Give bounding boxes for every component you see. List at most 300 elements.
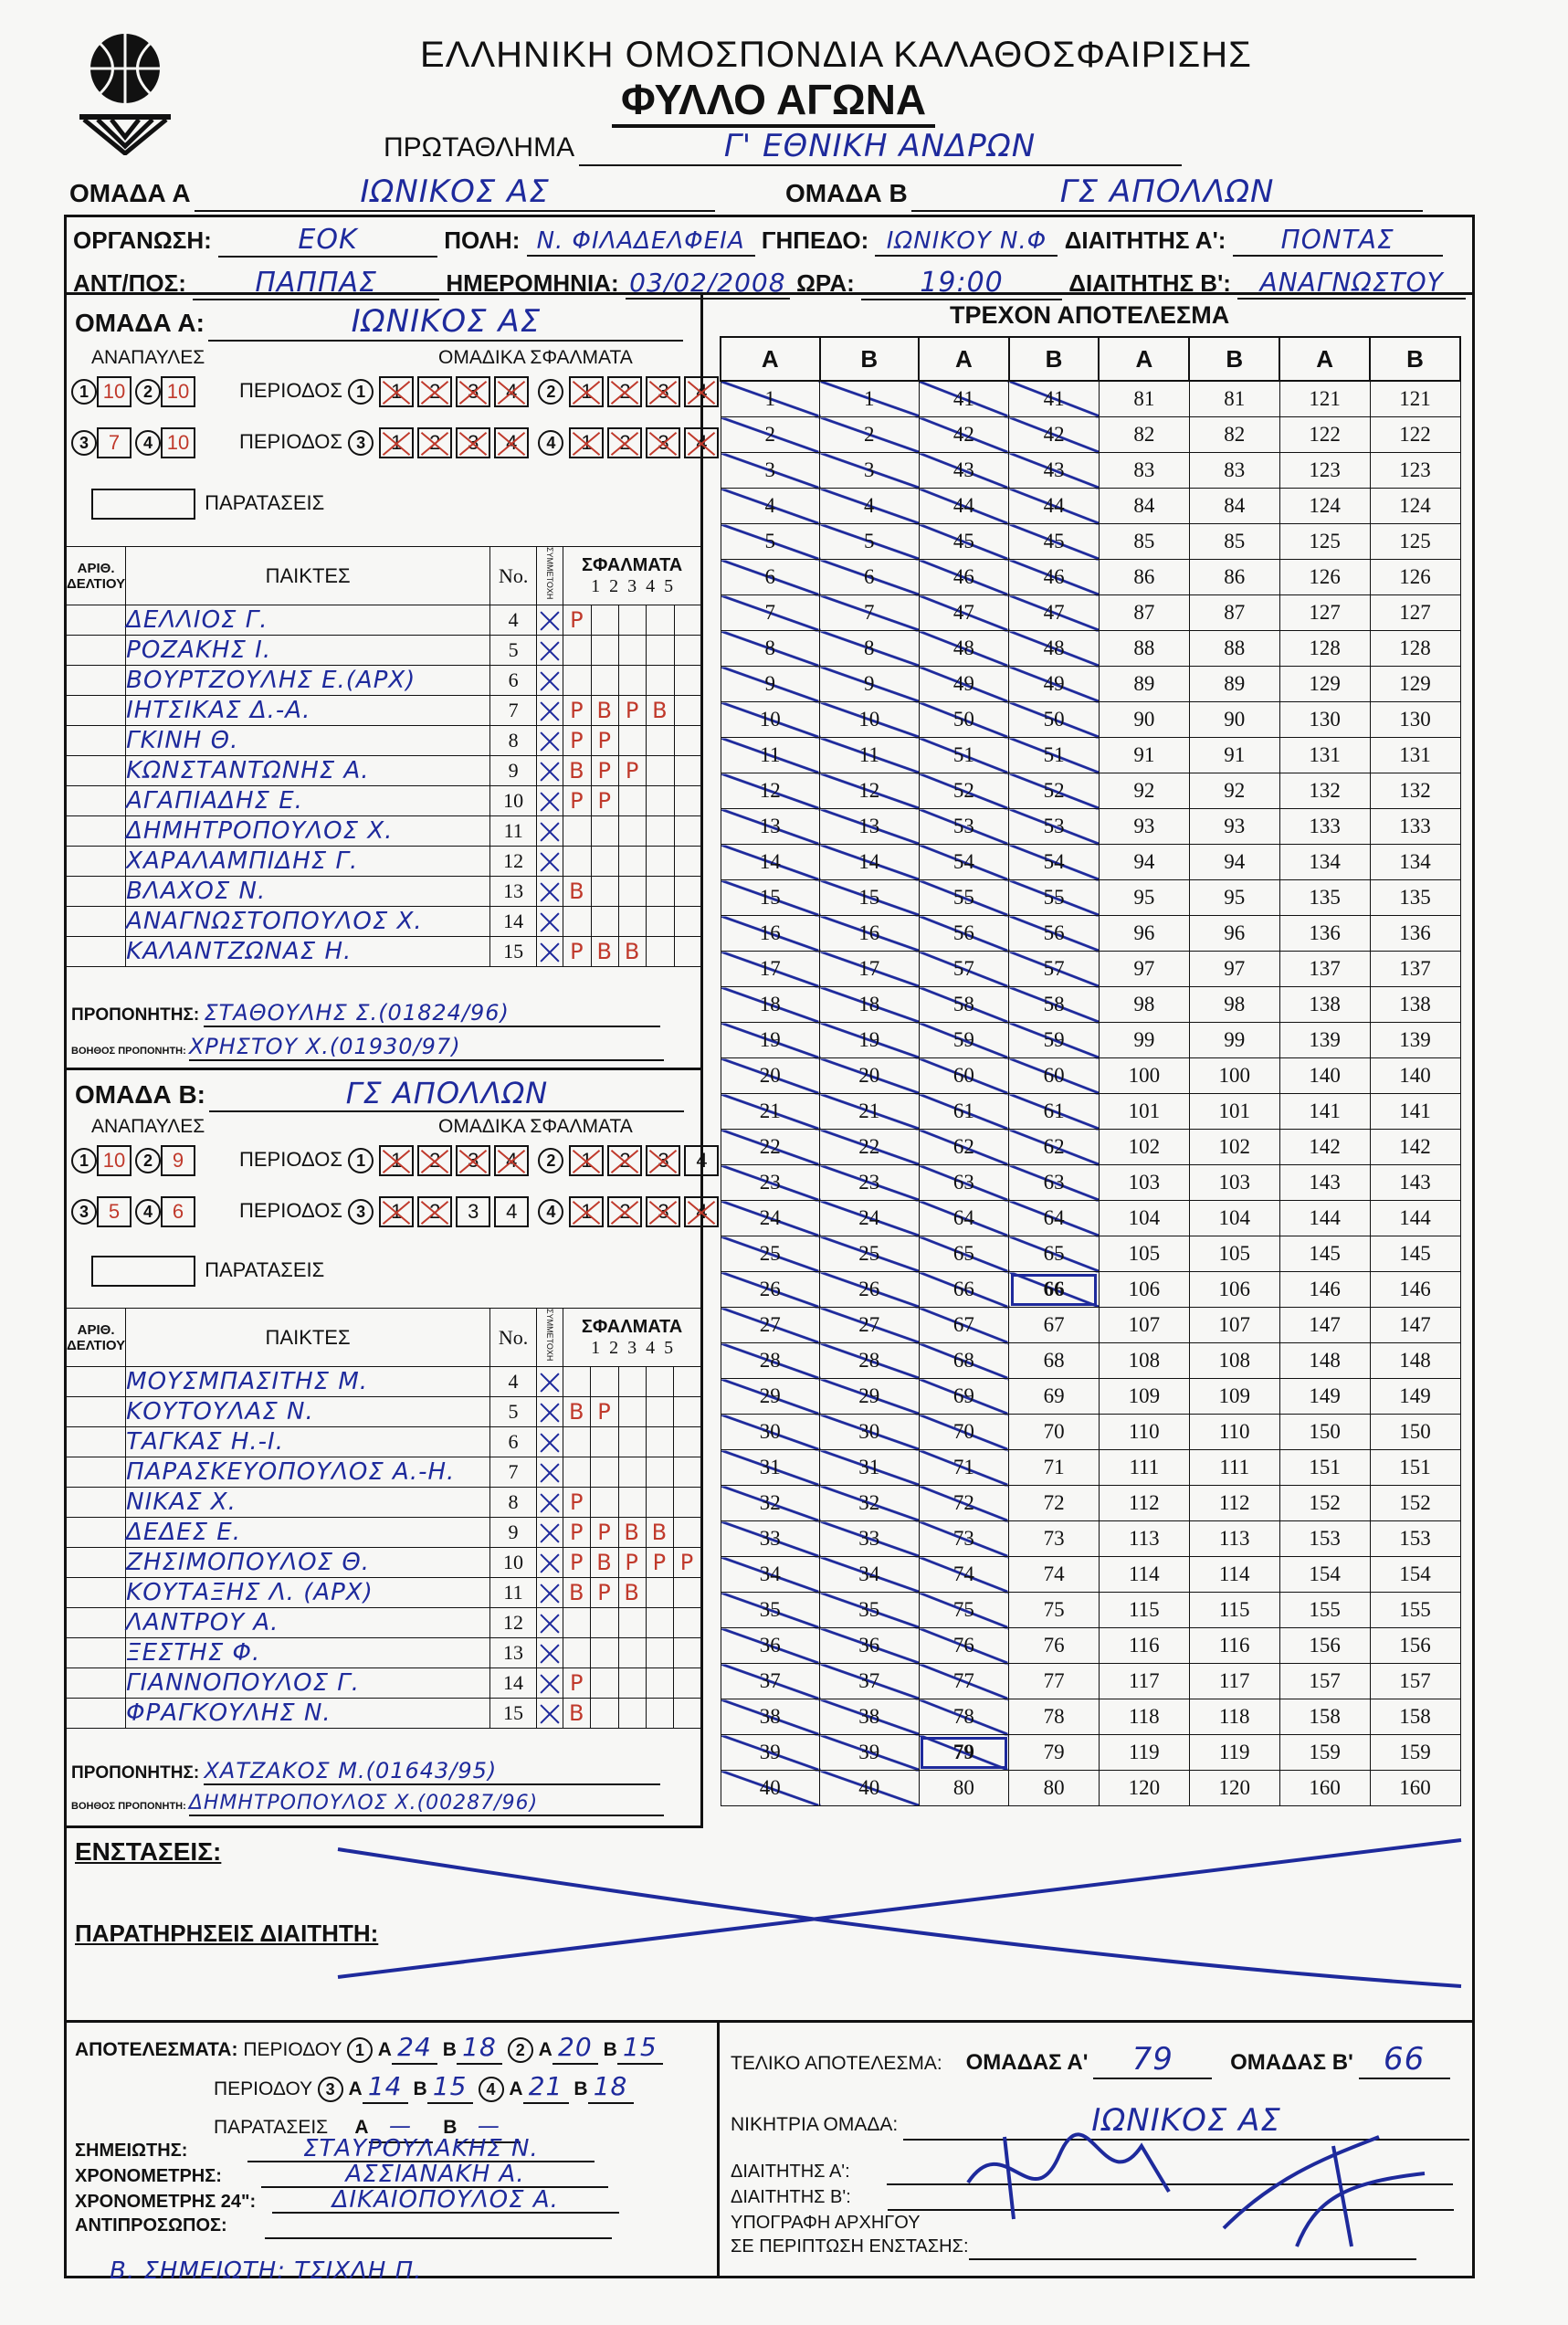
license-cell — [67, 1488, 126, 1518]
team-foul-box: 1 — [569, 1145, 604, 1176]
foul-cell — [673, 1608, 700, 1638]
foul-cell — [646, 1699, 673, 1729]
license-cell — [67, 1397, 126, 1427]
coach-value: ΧΑΤΖΑΚΟΣ Μ.(01643/95) — [204, 1758, 660, 1785]
foul-cell — [673, 1668, 700, 1699]
license-cell — [67, 1518, 126, 1548]
running-score-cell: 118 — [1189, 1699, 1279, 1735]
entered-mark — [537, 1488, 563, 1518]
running-score-cell: 19 — [721, 1023, 820, 1058]
running-score-cell: 117 — [1099, 1664, 1189, 1699]
running-score-cell: 73 — [919, 1521, 1009, 1557]
running-score-cell: 93 — [1099, 809, 1189, 845]
player-name: ΓΙΑΝΝΟΠΟΥΛΟΣ Γ. — [126, 1668, 490, 1699]
running-score-cell: 85 — [1099, 524, 1189, 560]
team-foul-box: 4 — [684, 376, 719, 407]
running-score-cell: 127 — [1279, 595, 1370, 631]
no-header: No. — [489, 1309, 536, 1367]
foul-cell — [563, 1457, 591, 1488]
license-cell — [67, 666, 126, 696]
asst-coach-value: ΔΗΜΗΤΡΟΠΟΥΛΟΣ Χ.(00287/96) — [189, 1792, 664, 1816]
running-score-cell: 102 — [1189, 1130, 1279, 1165]
team-foul-box: 1 — [379, 427, 414, 458]
running-score-cell: 78 — [919, 1699, 1009, 1735]
player-number: 9 — [490, 756, 537, 786]
running-score-cell: 118 — [1099, 1699, 1189, 1735]
running-score-cell: 47 — [919, 595, 1009, 631]
foul-cell — [618, 816, 646, 847]
running-score-cell: 106 — [1189, 1272, 1279, 1308]
running-score-cell: 120 — [1099, 1771, 1189, 1806]
player-number: 13 — [489, 1638, 536, 1668]
running-score-row — [721, 1521, 1460, 1557]
scorer-value: ΣΤΑΥΡΟΥΛΑΚΗΣ Ν. — [247, 2137, 595, 2162]
player-number: 8 — [490, 726, 537, 756]
player-row — [67, 1397, 701, 1427]
foul-cell — [618, 1488, 646, 1518]
running-score-cell: 16 — [721, 916, 820, 952]
running-score-cell: 60 — [1009, 1058, 1100, 1094]
running-score-cell: 19 — [820, 1023, 920, 1058]
running-score-row — [721, 1415, 1460, 1450]
period-number: 3 — [348, 1199, 374, 1225]
running-score-cell: 65 — [1009, 1236, 1100, 1272]
foul-cell — [591, 847, 618, 877]
foul-cell — [674, 726, 700, 756]
running-score-cell: 111 — [1189, 1450, 1279, 1486]
running-score-cell: 33 — [721, 1521, 820, 1557]
team-b-row — [785, 174, 1443, 212]
federation-logo — [75, 27, 175, 155]
running-score-cell: 55 — [1009, 880, 1100, 916]
entered-mark — [537, 877, 563, 907]
scorer-label: ΣΗΜΕΙΩΤΗΣ: — [75, 2141, 188, 2161]
running-score-cell: 55 — [919, 880, 1009, 916]
commissioner-label: ΑΝΤ/ΠΟΣ: — [73, 269, 186, 297]
running-score-cell: 105 — [1099, 1236, 1189, 1272]
team-b-asst-row — [71, 1792, 664, 1816]
player-name: ΦΡΑΓΚΟΥΛΗΣ Ν. — [126, 1699, 490, 1729]
player-name: ΚΑΛΑΝΤΖΩΝΑΣ Η. — [126, 937, 490, 967]
entered-header: ΣΥΜΜΕΤΟΧΗ — [537, 1309, 563, 1367]
foul-cell: B — [591, 937, 618, 967]
running-score-cell: 95 — [1099, 880, 1189, 916]
foul-cell — [591, 877, 618, 907]
foul-cell: B — [563, 1397, 591, 1427]
running-score-cell: 64 — [1009, 1201, 1100, 1236]
license-cell — [67, 1367, 126, 1397]
period-label: ΠΕΡΙΟΔΟΥ — [243, 2039, 342, 2060]
running-score-cell: 83 — [1099, 453, 1189, 489]
running-score-cell: 17 — [721, 952, 820, 987]
running-score-cell: 6 — [820, 560, 920, 595]
running-score-cell: 89 — [1189, 667, 1279, 702]
foul-cell — [646, 1578, 673, 1608]
running-score-cell: 77 — [919, 1664, 1009, 1699]
running-score-cell: 97 — [1099, 952, 1189, 987]
player-name: ΒΛΑΧΟΣ Ν. — [126, 877, 490, 907]
running-score-cell: 125 — [1370, 524, 1460, 560]
championship-value: Γ' ΕΘΝΙΚΗ ΑΝΔΡΩΝ — [579, 128, 1182, 166]
running-score-row — [721, 1023, 1460, 1058]
foul-cell — [591, 1367, 618, 1397]
running-score-cell: 127 — [1370, 595, 1460, 631]
running-score-cell: 120 — [1189, 1771, 1279, 1806]
running-score-cell: 22 — [721, 1130, 820, 1165]
foul-cell — [647, 666, 674, 696]
running-score-cell: 24 — [721, 1201, 820, 1236]
running-score-cell: 78 — [1009, 1699, 1100, 1735]
running-score-cell: 144 — [1370, 1201, 1460, 1236]
running-score-cell: 30 — [721, 1415, 820, 1450]
running-score-cell: 75 — [1009, 1593, 1100, 1628]
running-score-cell: 150 — [1370, 1415, 1460, 1450]
team-b-timeouts-2 — [71, 1196, 199, 1227]
player-number: 10 — [489, 1548, 536, 1578]
entered-mark — [537, 1578, 563, 1608]
running-score-cell: 116 — [1189, 1628, 1279, 1664]
running-score-row — [721, 1771, 1460, 1806]
player-name: ΠΑΡΑΣΚΕΥΟΠΟΥΛΟΣ Α.-Η. — [126, 1457, 490, 1488]
running-score-cell: 49 — [919, 667, 1009, 702]
running-score-cell: 9 — [820, 667, 920, 702]
player-number: 7 — [490, 696, 537, 726]
running-score-cell: 85 — [1189, 524, 1279, 560]
foul-cell: P — [673, 1548, 700, 1578]
running-score-row — [721, 1699, 1460, 1735]
running-score-cell: 133 — [1279, 809, 1370, 845]
team-b-name-row — [75, 1076, 684, 1112]
license-header: ΑΡΙΘ. ΔΕΛΤΙΟΥ — [67, 547, 126, 605]
player-number: 5 — [489, 1397, 536, 1427]
foul-cell — [563, 1427, 591, 1457]
running-score-cell: 77 — [1009, 1664, 1100, 1699]
team-b-timeouts-1 — [71, 1145, 199, 1176]
player-row — [67, 726, 701, 756]
running-score-cell: 131 — [1370, 738, 1460, 773]
foul-cell — [618, 1397, 646, 1427]
running-score-cell: 117 — [1189, 1664, 1279, 1699]
running-score-cell: 39 — [721, 1735, 820, 1771]
timeout-value-1: 10 — [97, 376, 132, 407]
running-score-cell: 26 — [820, 1272, 920, 1308]
player-name: ΓΚΙΝΗ Θ. — [126, 726, 490, 756]
running-score-cell: 80 — [1009, 1771, 1100, 1806]
player-row — [67, 1457, 701, 1488]
license-cell — [67, 1699, 126, 1729]
timeout-value-2: 10 — [161, 376, 195, 407]
divider — [64, 2020, 1475, 2023]
running-score-cell: 146 — [1279, 1272, 1370, 1308]
running-score-cell: 153 — [1370, 1521, 1460, 1557]
running-score-cell: 7 — [721, 595, 820, 631]
period-number: 2 — [538, 1148, 563, 1173]
foul-cell — [618, 1427, 646, 1457]
foul-cell: B — [591, 696, 618, 726]
running-score-cell: 68 — [919, 1343, 1009, 1379]
team-a-players-table — [66, 546, 701, 967]
running-score-cell: 148 — [1370, 1343, 1460, 1379]
running-score-row — [721, 1379, 1460, 1415]
running-score-row — [721, 489, 1460, 524]
running-score-row — [721, 916, 1460, 952]
foul-cell — [673, 1518, 700, 1548]
foul-cell — [591, 1488, 618, 1518]
running-score-cell: 156 — [1370, 1628, 1460, 1664]
running-score-row — [721, 1628, 1460, 1664]
player-row — [67, 696, 701, 726]
time-value: 19:00 — [861, 267, 1062, 300]
entered-mark — [537, 756, 563, 786]
coach-label: ΠΡΟΠΟΝΗΤΗΣ: — [71, 1005, 200, 1025]
team-a-timeouts-1 — [71, 376, 199, 407]
ref-b-label: ΔΙΑΙΤΗΤΗΣ Β': — [1068, 269, 1231, 297]
running-score-cell: 4 — [820, 489, 920, 524]
running-score-cell: 109 — [1189, 1379, 1279, 1415]
running-score-cell: 74 — [919, 1557, 1009, 1593]
foul-cell: B — [618, 1578, 646, 1608]
running-score-cell: 49 — [1009, 667, 1100, 702]
running-score-row — [721, 453, 1460, 489]
running-score-cell: 142 — [1279, 1130, 1370, 1165]
running-score-cell: 18 — [820, 987, 920, 1023]
foul-cell — [591, 605, 618, 636]
team-b-label: ΟΜΑΔΑ Β — [785, 179, 908, 207]
running-score-row — [721, 738, 1460, 773]
period-label: ΠΕΡΙΟΔΟΥ — [214, 2078, 312, 2099]
running-score-row — [721, 560, 1460, 595]
foul-cell: B — [563, 877, 591, 907]
foul-cell — [647, 847, 674, 877]
team-foul-box: 3 — [646, 376, 680, 407]
running-score-cell: 136 — [1370, 916, 1460, 952]
commissioner-value: ΠΑΠΠΑΣ — [193, 267, 439, 300]
running-score-cell: 122 — [1279, 417, 1370, 453]
running-score-cell: 90 — [1189, 702, 1279, 738]
court-label: ΓΗΠΕΔΟ: — [761, 226, 869, 254]
ref-a-value: ΠΟΝΤΑΣ — [1233, 225, 1443, 257]
team-foul-box: 3 — [646, 1145, 680, 1176]
winner-value: ΙΩΝΙΚΟΣ ΑΣ — [903, 2102, 1469, 2141]
fouls-header: ΣΦΑΛΜΑΤΑ 1 2 3 4 5 — [563, 547, 701, 605]
foul-cell — [646, 1457, 673, 1488]
timeout-slot-3: 3 — [71, 430, 97, 456]
team-a-timeouts-2 — [71, 427, 199, 458]
running-score-cell: 135 — [1279, 880, 1370, 916]
player-name: ΡΟΖΑΚΗΣ Ι. — [126, 636, 490, 666]
player-name: ΔΗΜΗΤΡΟΠΟΥΛΟΣ Χ. — [126, 816, 490, 847]
foul-cell: P — [618, 1548, 646, 1578]
team-foul-box: 4 — [494, 376, 529, 407]
running-score-cell: 143 — [1370, 1165, 1460, 1201]
sig-ref-b-label: ΔΙΑΙΤΗΤΗΣ Β': — [731, 2187, 851, 2207]
running-score-cell: 125 — [1279, 524, 1370, 560]
player-row — [67, 786, 701, 816]
foul-cell — [563, 666, 591, 696]
period-label: ΠΕΡΙΟΔΟΣ — [239, 429, 342, 453]
running-score-cell: 42 — [1009, 417, 1100, 453]
player-row — [67, 756, 701, 786]
team-foul-box: 4 — [684, 1145, 719, 1176]
entered-mark — [537, 847, 563, 877]
team-foul-box: 4 — [494, 1145, 529, 1176]
team-b-fouls-row-2 — [239, 1196, 722, 1227]
foul-cell — [674, 816, 700, 847]
team-a-block-name: ΙΩΝΙΚΟΣ ΑΣ — [208, 303, 683, 342]
running-score-cell: 86 — [1189, 560, 1279, 595]
rep-line — [265, 2214, 612, 2239]
running-score-cell: 71 — [919, 1450, 1009, 1486]
running-score-cell: 2 — [721, 417, 820, 453]
player-number: 14 — [490, 907, 537, 937]
running-score-cell: 80 — [919, 1771, 1009, 1806]
running-score-cell: 108 — [1189, 1343, 1279, 1379]
running-score-row — [721, 1058, 1460, 1094]
foul-cell — [591, 636, 618, 666]
running-score-cell: 11 — [820, 738, 920, 773]
running-score-cell: 82 — [1189, 417, 1279, 453]
player-row — [67, 816, 701, 847]
player-name: ΜΟΥΣΜΠΑΣΙΤΗΣ Μ. — [126, 1367, 490, 1397]
foul-cell — [646, 1488, 673, 1518]
running-score-cell: 157 — [1279, 1664, 1370, 1699]
running-score-cell: 112 — [1099, 1486, 1189, 1521]
running-score-cell: 145 — [1370, 1236, 1460, 1272]
running-score-cell: 114 — [1099, 1557, 1189, 1593]
period-number: 2 — [508, 2037, 533, 2063]
running-score-cell: 107 — [1099, 1308, 1189, 1343]
entered-mark — [537, 1518, 563, 1548]
foul-cell — [563, 1608, 591, 1638]
running-score-cell: 26 — [721, 1272, 820, 1308]
running-score-cell: 25 — [721, 1236, 820, 1272]
running-score-cell: 24 — [820, 1201, 920, 1236]
running-score-cell: 34 — [721, 1557, 820, 1593]
running-score-cell: 113 — [1189, 1521, 1279, 1557]
running-score-cell: 101 — [1099, 1094, 1189, 1130]
foul-cell: P — [618, 696, 646, 726]
running-score-cell: 113 — [1099, 1521, 1189, 1557]
running-score-cell: 34 — [820, 1557, 920, 1593]
player-name: ΚΟΥΤΟΥΛΑΣ Ν. — [126, 1397, 490, 1427]
team-foul-box: 1 — [379, 376, 414, 407]
running-score-cell: 126 — [1279, 560, 1370, 595]
running-score-table — [720, 336, 1461, 1806]
foul-cell — [563, 907, 591, 937]
overtime-label: ΠΑΡΑΤΑΣΕΙΣ — [205, 1257, 325, 1281]
running-score-cell: 29 — [721, 1379, 820, 1415]
running-score-cell: 59 — [919, 1023, 1009, 1058]
running-score-cell: 100 — [1099, 1058, 1189, 1094]
foul-cell — [674, 666, 700, 696]
running-score-cell: 47 — [1009, 595, 1100, 631]
player-name: ΔΕΛΛΙΟΣ Γ. — [126, 605, 490, 636]
running-score-cell: 92 — [1189, 773, 1279, 809]
team-foul-box: 4 — [494, 427, 529, 458]
foul-cell — [673, 1638, 700, 1668]
running-score-cell: 121 — [1279, 381, 1370, 417]
timeout-slot-1: 1 — [71, 1148, 97, 1173]
running-score-cell: 45 — [1009, 524, 1100, 560]
running-score-row — [721, 845, 1460, 880]
team-a-fouls-row-1 — [239, 376, 722, 407]
running-score-cell: 8 — [820, 631, 920, 667]
running-score-cell: 54 — [1009, 845, 1100, 880]
running-score-cell: 116 — [1099, 1628, 1189, 1664]
running-score-cell: 35 — [820, 1593, 920, 1628]
running-score-cell: 151 — [1279, 1450, 1370, 1486]
running-score-cell: 11 — [721, 738, 820, 773]
foul-cell — [674, 937, 700, 967]
running-score-cell: 72 — [1009, 1486, 1100, 1521]
p3-b-score: 15 — [427, 2071, 473, 2104]
team-foul-box: 3 — [646, 1196, 680, 1227]
running-score-cell: 147 — [1370, 1308, 1460, 1343]
running-score-cell: 144 — [1279, 1201, 1370, 1236]
player-number: 12 — [489, 1608, 536, 1638]
running-score-row — [721, 809, 1460, 845]
running-score-cell: 149 — [1279, 1379, 1370, 1415]
foul-cell — [563, 816, 591, 847]
foul-cell: P — [563, 1548, 591, 1578]
running-score-cell: 22 — [820, 1130, 920, 1165]
running-score-cell: 101 — [1189, 1094, 1279, 1130]
running-score-cell: 114 — [1189, 1557, 1279, 1593]
running-score-cell: 37 — [820, 1664, 920, 1699]
foul-cell: P — [618, 756, 646, 786]
foul-cell — [673, 1488, 700, 1518]
running-score-cell: 91 — [1099, 738, 1189, 773]
player-row — [67, 636, 701, 666]
foul-cell — [646, 1668, 673, 1699]
running-score-cell: 56 — [919, 916, 1009, 952]
foul-cell — [563, 847, 591, 877]
running-score-cell: 7 — [820, 595, 920, 631]
running-score-row — [721, 1272, 1460, 1308]
player-number: 12 — [490, 847, 537, 877]
license-cell — [67, 786, 126, 816]
team-a-coach-row — [71, 1000, 660, 1027]
running-score-cell: 70 — [1009, 1415, 1100, 1450]
officials — [75, 2137, 705, 2239]
license-cell — [67, 816, 126, 847]
running-score-cell: 63 — [1009, 1165, 1100, 1201]
player-name: ΖΗΣΙΜΟΠΟΥΛΟΣ Θ. — [126, 1548, 490, 1578]
running-score-column-header: Β — [1009, 337, 1100, 381]
running-score-cell: 31 — [721, 1450, 820, 1486]
running-score-cell: 20 — [820, 1058, 920, 1094]
entered-mark — [537, 1457, 563, 1488]
running-score-column-header: Α — [721, 337, 820, 381]
running-score-cell: 92 — [1099, 773, 1189, 809]
entered-mark — [537, 907, 563, 937]
running-score-cell: 146 — [1370, 1272, 1460, 1308]
running-score-cell: 21 — [721, 1094, 820, 1130]
running-score-row — [721, 987, 1460, 1023]
running-score-cell: 38 — [820, 1699, 920, 1735]
overtime-label: ΠΑΡΑΤΑΣΕΙΣ — [205, 490, 325, 514]
running-score-cell: 61 — [919, 1094, 1009, 1130]
running-score-cell: 46 — [1009, 560, 1100, 595]
p2-a-score: 20 — [552, 2032, 598, 2065]
timer-value: ΑΣΣΙΑΝΑΚΗ Α. — [261, 2162, 608, 2188]
running-score-cell: 124 — [1370, 489, 1460, 524]
player-name: ΛΑΝΤΡΟΥ Α. — [126, 1608, 490, 1638]
running-score-cell: 88 — [1099, 631, 1189, 667]
running-score-cell: 121 — [1370, 381, 1460, 417]
ot-b-score: — — [457, 2110, 521, 2143]
running-score-cell: 129 — [1279, 667, 1370, 702]
